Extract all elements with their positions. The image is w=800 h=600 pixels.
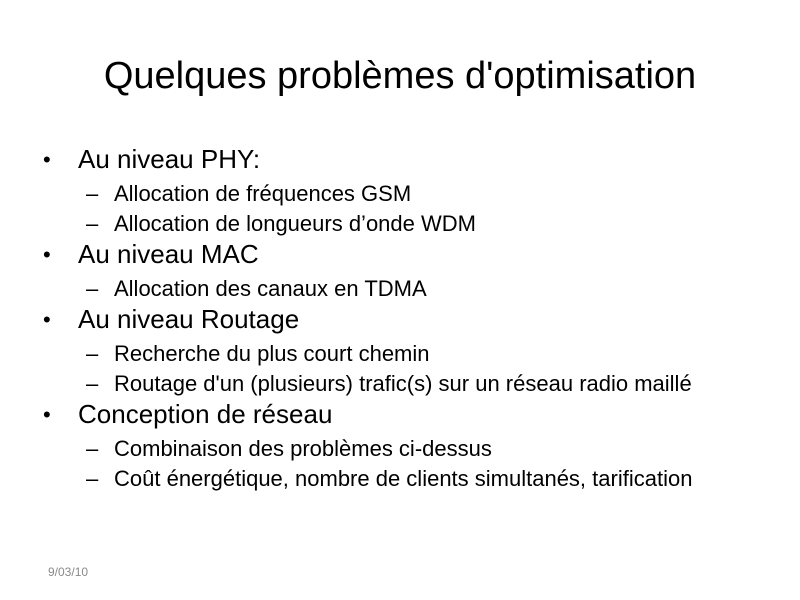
slide-title: Quelques problèmes d'optimisation: [103, 55, 697, 97]
bullet-label: Au niveau MAC: [78, 239, 259, 269]
bullet-label: Au niveau Routage: [78, 304, 300, 334]
sub-item: [40, 211, 760, 236]
section-routage: [40, 303, 760, 396]
bullet-item: [40, 398, 760, 431]
bullet-icon: •: [43, 307, 51, 332]
sub-item: [40, 181, 760, 206]
bullet-item: [40, 238, 760, 271]
section-mac: [40, 238, 760, 301]
dash-icon: –: [86, 211, 99, 236]
dash-icon: –: [86, 436, 99, 461]
sub-item-label: Recherche du plus court chemin: [114, 341, 430, 366]
sub-item: [40, 371, 760, 396]
sub-item: [40, 341, 760, 366]
sub-item-label: Allocation des canaux en TDMA: [114, 276, 427, 301]
sub-item-label: Routage d'un (plusieurs) trafic(s) sur un réseau radio maillé: [114, 371, 692, 396]
bullet-list: [40, 141, 760, 492]
sub-item: [40, 276, 760, 301]
bullet-icon: •: [43, 402, 51, 427]
dash-icon: –: [86, 371, 99, 396]
bullet-icon: •: [43, 147, 51, 172]
section-phy: [40, 143, 760, 236]
bullet-label: Conception de réseau: [78, 399, 333, 429]
sub-item: [40, 466, 760, 491]
dash-icon: –: [86, 466, 99, 491]
dash-icon: –: [86, 181, 99, 206]
sub-item: [40, 436, 760, 461]
dash-icon: –: [86, 276, 99, 301]
dash-icon: –: [86, 341, 99, 366]
bullet-label: Au niveau PHY:: [78, 144, 261, 174]
sub-item-label: Allocation de fréquences GSM: [114, 181, 412, 206]
sub-item-label: Combinaison des problèmes ci-dessus: [114, 436, 492, 461]
footer-date: 9/03/10: [48, 565, 89, 579]
bullet-item: [40, 303, 760, 336]
sub-item-label: Allocation de longueurs d’onde WDM: [114, 211, 476, 236]
sub-item-label: Coût énergétique, nombre de clients simultanés, tarification: [114, 466, 693, 491]
bullet-icon: •: [43, 242, 51, 267]
section-conception: [40, 398, 760, 491]
bullet-item: [40, 143, 760, 176]
